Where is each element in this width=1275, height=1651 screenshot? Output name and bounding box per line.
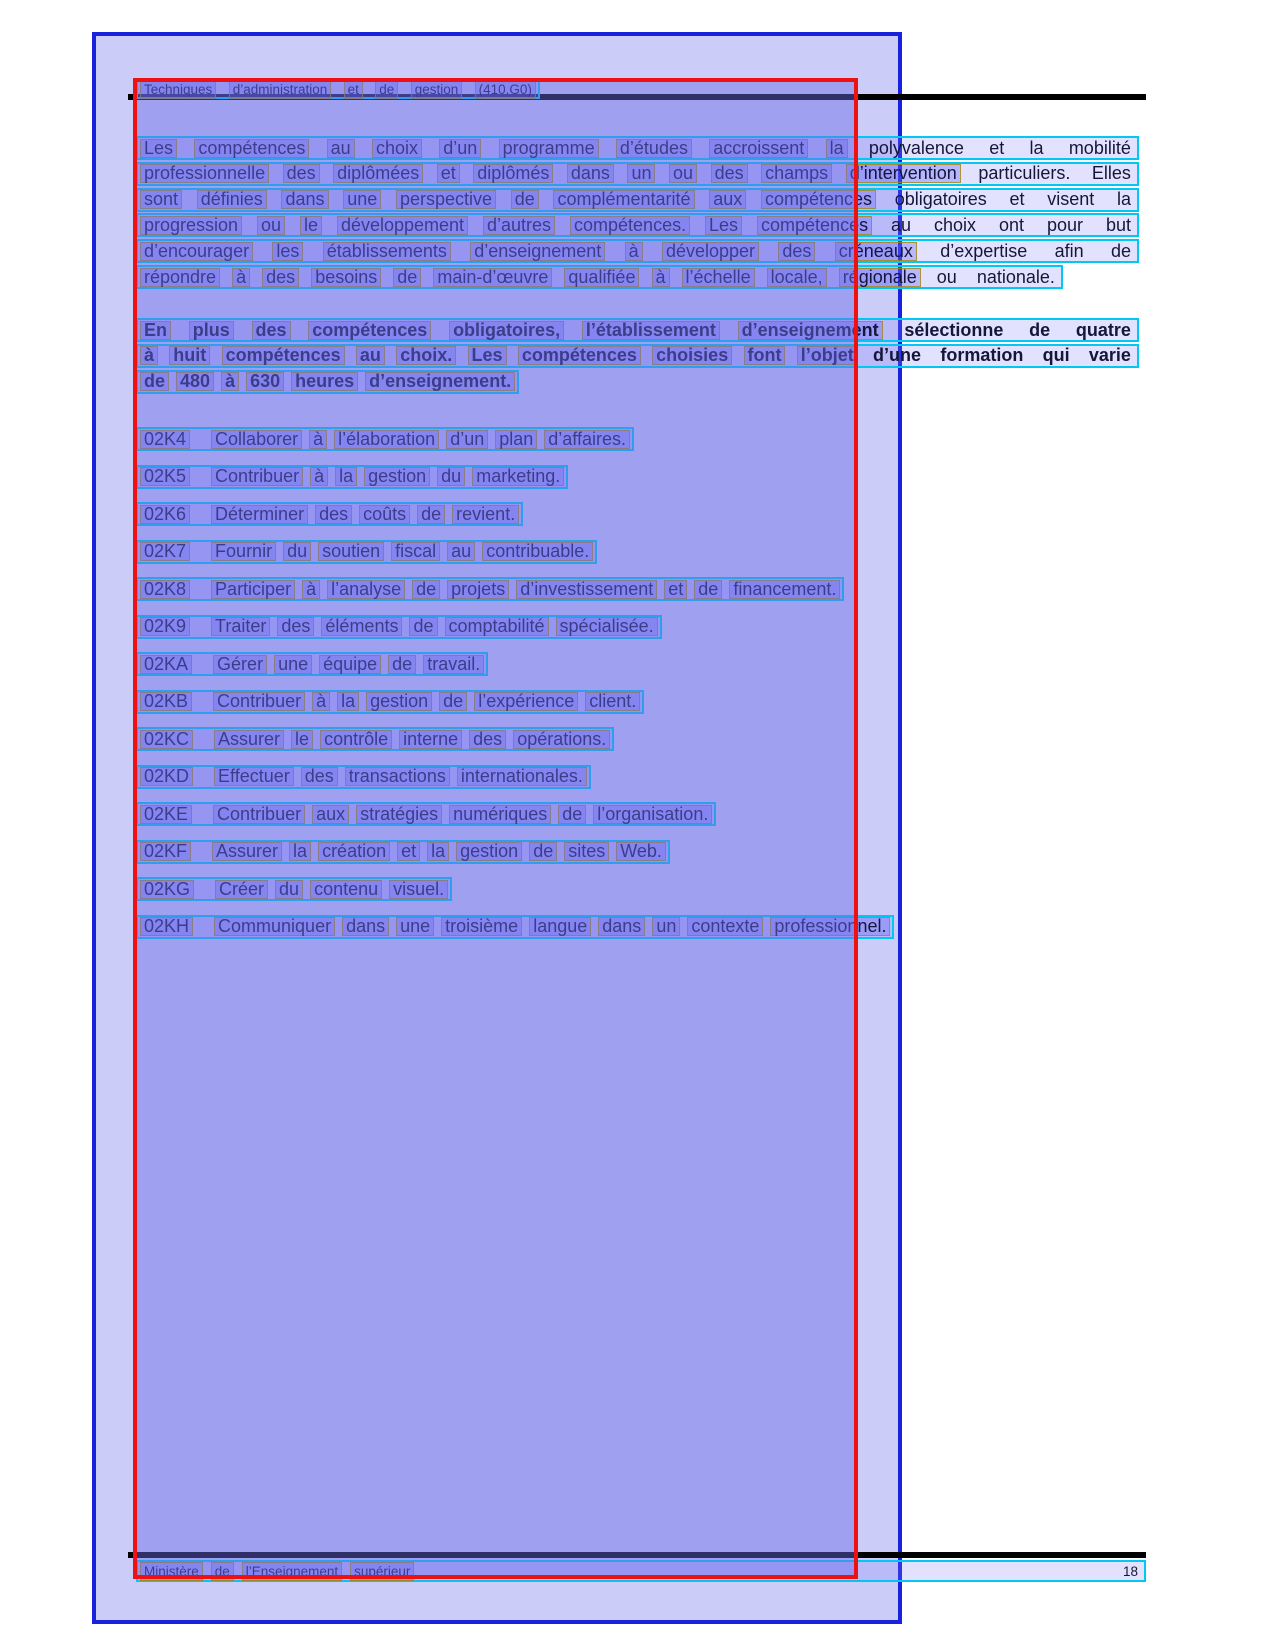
word-box: Les (705, 216, 742, 235)
competency-code: 02K7 (140, 542, 190, 561)
footer-separator-line (128, 1552, 1146, 1558)
word-box: créneaux (835, 242, 917, 261)
word-box: langue (529, 917, 591, 936)
word-box: Créer (215, 880, 268, 899)
text-line (136, 344, 1139, 368)
word-box: d’enseignement (470, 242, 605, 261)
word-box: un (652, 917, 680, 936)
competency-code: 02KG (140, 880, 194, 899)
word-box: au (356, 346, 385, 365)
word-box: En (140, 321, 171, 340)
word-box: compétences (308, 321, 431, 340)
word-box: d’un (446, 430, 488, 449)
word-box: internationales. (457, 767, 587, 786)
word-box: aux (709, 190, 746, 209)
word-box: spécialisée. (556, 617, 658, 636)
word-box: soutien (318, 542, 384, 561)
word-box: compétences (518, 346, 641, 365)
word-box: champs (761, 164, 832, 183)
competency-code: 02K5 (140, 467, 190, 486)
competency-code: 02KD (140, 767, 193, 786)
word-box: d’études (616, 139, 692, 158)
word-box: et (397, 842, 420, 861)
text-line (136, 915, 894, 939)
word-box: mobilité (1068, 137, 1131, 158)
page-header-line (136, 79, 540, 99)
word-box: à (625, 242, 643, 261)
word-box: du (437, 467, 465, 486)
word-box: Ministère (140, 1562, 203, 1581)
word-box: les (272, 242, 303, 261)
word-box: de (529, 842, 557, 861)
word-box: équipe (319, 655, 381, 674)
word-box: professionnel. (770, 917, 890, 936)
text-line (136, 239, 1139, 263)
footer-text (140, 1562, 414, 1581)
text-line (136, 765, 591, 789)
text-line (136, 690, 644, 714)
word-box: éléments (321, 617, 402, 636)
word-box: d’une (873, 345, 922, 366)
word-box: accroissent (709, 139, 808, 158)
word-box: Communiquer (214, 917, 335, 936)
word-box: de (140, 372, 169, 391)
word-box: de (694, 580, 722, 599)
word-box: une (343, 190, 381, 209)
word-box: ou (257, 216, 285, 235)
word-box: gestion (456, 842, 522, 861)
text-line (136, 188, 1139, 212)
text-line (136, 502, 523, 526)
word-box: marketing. (472, 467, 564, 486)
word-box: supérieur (350, 1562, 414, 1581)
text-line (136, 577, 844, 601)
word-box: fiscal (391, 542, 440, 561)
competency-code: 02KE (140, 805, 192, 824)
competency-code: 02KH (140, 917, 193, 936)
word-box: 630 (246, 372, 284, 391)
word-box: huit (169, 346, 210, 365)
word-box: sélectionne (904, 319, 1004, 340)
word-box: plus (189, 321, 234, 340)
text-line (136, 652, 488, 676)
word-box: diplômées (333, 164, 423, 183)
word-box: au (447, 542, 475, 561)
word-box: au (327, 139, 355, 158)
word-box: choix (934, 214, 977, 235)
competency-code: 02KC (140, 730, 193, 749)
word-box: des (301, 767, 338, 786)
text-line (136, 318, 1139, 342)
word-box: des (469, 730, 506, 749)
word-box: professionnelle (140, 164, 269, 183)
word-box: compétences (222, 346, 345, 365)
word-box: contexte (687, 917, 763, 936)
word-box: définies (197, 190, 267, 209)
word-box: répondre (140, 268, 220, 287)
word-box: Collaborer (211, 430, 302, 449)
word-box: visent (1047, 189, 1095, 210)
word-box: Gérer (213, 655, 267, 674)
word-box: la (335, 467, 357, 486)
competency-code: 02KF (140, 842, 191, 861)
word-box: numériques (449, 805, 551, 824)
text-line (136, 162, 1139, 186)
word-box: de (211, 1562, 234, 1581)
word-box: une (396, 917, 434, 936)
word-box: projets (447, 580, 509, 599)
word-box: de (393, 268, 421, 287)
word-box: et (664, 580, 687, 599)
word-box: et (989, 137, 1005, 158)
word-box: pour (1046, 214, 1084, 235)
word-box: l’analyse (327, 580, 405, 599)
word-box: la (337, 692, 359, 711)
word-box: dans (281, 190, 328, 209)
word-box: polyvalence (868, 137, 964, 158)
word-box: but (1105, 214, 1131, 235)
word-box: transactions (345, 767, 450, 786)
word-box: font (744, 346, 786, 365)
word-box: aux (312, 805, 349, 824)
text-line (136, 265, 1063, 289)
word-box: compétences (761, 190, 876, 209)
word-box: dans (342, 917, 389, 936)
word-box: stratégies (356, 805, 442, 824)
word-box: d’enseignement (738, 321, 883, 340)
word-box: du (275, 880, 303, 899)
word-box: d’autres (483, 216, 555, 235)
word-box: Les (140, 139, 177, 158)
word-box: l’établissement (582, 321, 720, 340)
word-box: d’administration (229, 80, 332, 99)
word-box: d’investissement (516, 580, 657, 599)
word-box: heures (291, 372, 358, 391)
word-box: perspective (396, 190, 496, 209)
word-box: gestion (366, 692, 432, 711)
word-box: à (232, 268, 250, 287)
word-box: d’expertise (940, 240, 1028, 261)
word-box: de (417, 505, 445, 524)
word-box: de (409, 617, 437, 636)
page-footer-line (136, 1560, 1146, 1582)
word-box: la (826, 139, 848, 158)
text-line (136, 615, 662, 639)
word-box: gestion (411, 80, 463, 99)
word-box: plan (495, 430, 537, 449)
word-box: à (309, 430, 327, 449)
word-box: opérations. (513, 730, 610, 749)
word-box: à (310, 467, 328, 486)
word-box: compétences (757, 216, 872, 235)
word-box: Traiter (211, 617, 270, 636)
word-box: de (1029, 319, 1051, 340)
word-box: complémentarité (553, 190, 694, 209)
word-box: l’Enseignement (242, 1562, 342, 1581)
word-box: compétences (194, 139, 309, 158)
word-box: et (344, 80, 363, 99)
word-box: Web. (616, 842, 666, 861)
word-box: ou (936, 266, 957, 287)
word-box: l’échelle (682, 268, 755, 287)
word-box: Assurer (212, 842, 282, 861)
word-box: d’encourager (140, 242, 253, 261)
word-box: diplômés (473, 164, 553, 183)
word-box: quatre (1075, 319, 1131, 340)
word-box: et (437, 164, 460, 183)
text-line (136, 802, 716, 826)
word-box: Fournir (211, 542, 276, 561)
word-box: gestion (364, 467, 430, 486)
word-box: programme (499, 139, 599, 158)
word-box: des (283, 164, 320, 183)
word-box: d’un (439, 139, 481, 158)
word-box: d’intervention (846, 164, 961, 183)
word-box: compétences. (570, 216, 690, 235)
word-box: sites (564, 842, 609, 861)
word-box: Contribuer (211, 467, 303, 486)
word-box: sont (140, 190, 182, 209)
word-box: l’expérience (474, 692, 578, 711)
word-box: de (558, 805, 586, 824)
word-box: progression (140, 216, 242, 235)
word-box: et (1009, 189, 1025, 210)
word-box: dans (598, 917, 645, 936)
word-box: de (1110, 240, 1131, 261)
word-box: des (277, 617, 314, 636)
word-box: l’objet (797, 346, 858, 365)
word-box: un (627, 164, 655, 183)
word-box: Contribuer (213, 805, 305, 824)
word-box: choix (372, 139, 422, 158)
word-box: contribuable. (482, 542, 593, 561)
word-box: client. (585, 692, 640, 711)
word-box: Participer (211, 580, 295, 599)
word-box: à (221, 372, 239, 391)
word-box: visuel. (389, 880, 448, 899)
text-line (136, 136, 1139, 160)
word-box: financement. (729, 580, 840, 599)
word-box: Contribuer (213, 692, 305, 711)
word-box: des (711, 164, 748, 183)
competency-code: 02K4 (140, 430, 190, 449)
word-box: de (375, 80, 398, 99)
text-line (136, 840, 670, 864)
word-box: choisies (652, 346, 732, 365)
text-line (136, 877, 452, 901)
text-line (136, 213, 1139, 237)
word-box: l’élaboration (334, 430, 439, 449)
word-box: contenu (310, 880, 382, 899)
page-number: 18 (1122, 1563, 1138, 1579)
competency-code: 02K9 (140, 617, 190, 636)
word-box: qui (1042, 345, 1070, 366)
word-box: création (318, 842, 390, 861)
word-box: formation (940, 345, 1024, 366)
word-box: Assurer (214, 730, 284, 749)
text-line (136, 727, 614, 751)
word-box: nationale. (976, 266, 1055, 287)
word-box: le (300, 216, 322, 235)
word-box: régionale (839, 268, 921, 287)
word-box: de (511, 190, 539, 209)
word-box: obligatoires (894, 189, 987, 210)
word-box: de (412, 580, 440, 599)
word-box: à (140, 346, 158, 365)
word-box: choix. (396, 346, 456, 365)
word-box: de (439, 692, 467, 711)
word-box: des (778, 242, 815, 261)
word-box: l’organisation. (593, 805, 712, 824)
word-box: la (427, 842, 449, 861)
text-line (136, 370, 519, 394)
word-box: établissements (323, 242, 451, 261)
word-box: à (312, 692, 330, 711)
word-box: Déterminer (211, 505, 308, 524)
competency-code: 02KB (140, 692, 192, 711)
word-box: afin (1054, 240, 1084, 261)
word-box: le (291, 730, 313, 749)
word-box: locale, (767, 268, 827, 287)
word-box: développer (662, 242, 759, 261)
word-box: la (1029, 137, 1044, 158)
word-box: au (891, 214, 912, 235)
word-box: d’enseignement. (365, 372, 515, 391)
word-box: la (289, 842, 311, 861)
text-line (136, 465, 568, 489)
word-box: des (262, 268, 299, 287)
word-box: à (652, 268, 670, 287)
word-box: dans (567, 164, 614, 183)
word-box: qualifiée (564, 268, 639, 287)
word-box: contrôle (320, 730, 392, 749)
word-box: Techniques (140, 80, 216, 99)
word-box: troisième (441, 917, 522, 936)
word-box: des (315, 505, 352, 524)
word-box: comptabilité (445, 617, 549, 636)
word-box: obligatoires, (449, 321, 564, 340)
word-box: de (388, 655, 416, 674)
text-line (136, 427, 634, 451)
word-box: Elles (1091, 163, 1131, 184)
word-box: la (1116, 189, 1131, 210)
word-box: ont (999, 214, 1025, 235)
word-box: développement (337, 216, 468, 235)
word-box: travail. (423, 655, 484, 674)
word-box: Les (468, 346, 507, 365)
word-box: une (274, 655, 312, 674)
word-box: des (252, 321, 291, 340)
word-box: Effectuer (214, 767, 294, 786)
word-box: à (302, 580, 320, 599)
text-line (136, 540, 597, 564)
word-box: interne (399, 730, 462, 749)
word-box: (410.G0) (475, 80, 536, 99)
competency-code: 02K8 (140, 580, 190, 599)
word-box: particuliers. (978, 163, 1071, 184)
word-box: ou (669, 164, 697, 183)
word-box: 480 (176, 372, 214, 391)
word-box: revient. (452, 505, 519, 524)
word-box: main-d’œuvre (433, 268, 552, 287)
word-box: d’affaires. (544, 430, 630, 449)
word-box: varie (1088, 345, 1131, 366)
word-box: du (283, 542, 311, 561)
word-box: coûts (359, 505, 410, 524)
word-box: besoins (311, 268, 381, 287)
competency-code: 02KA (140, 655, 192, 674)
competency-code: 02K6 (140, 505, 190, 524)
